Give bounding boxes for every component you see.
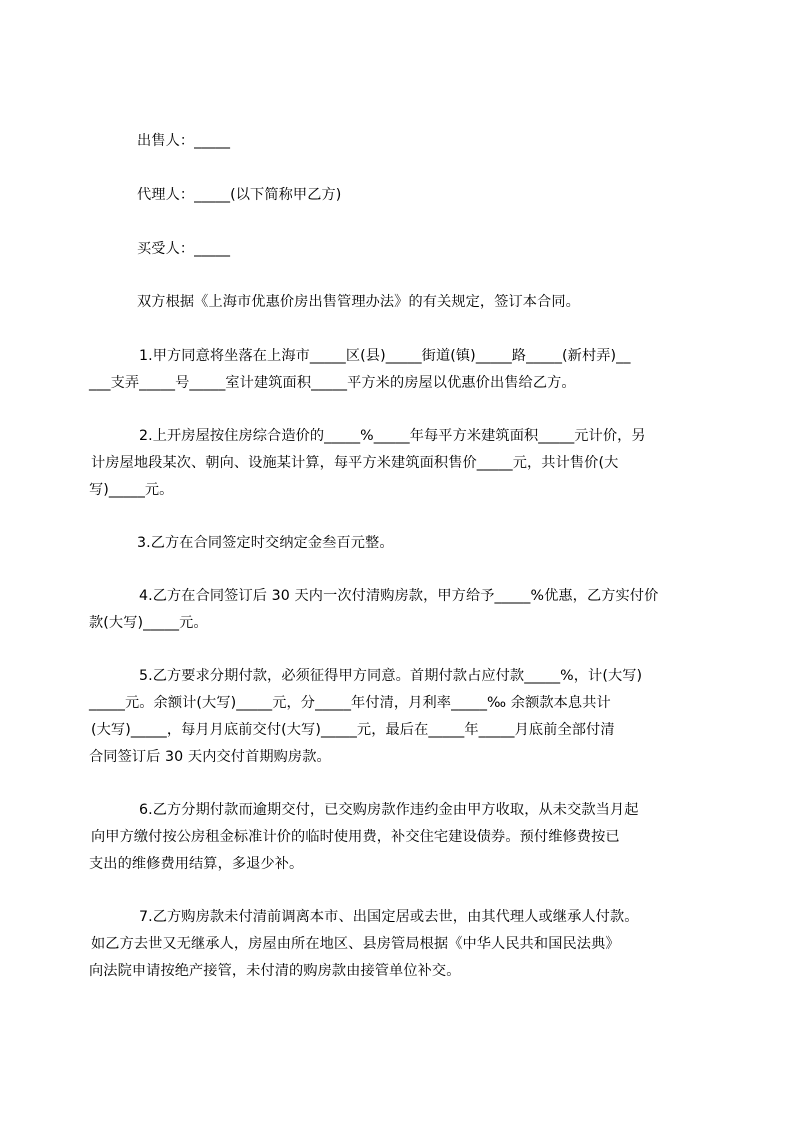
intro-paragraph: 双方根据《上海市优惠价房出售管理办法》的有关规定，签订本合同。	[137, 294, 580, 310]
buyer-line: 买受人：_____	[137, 241, 231, 257]
clause-4-line-2: 款(大写)_____元。	[89, 615, 208, 631]
clause-5-line-2: _____元。余额计(大写)_____元，分_____年付清，月利率_____‰ 余额款本息共计	[89, 695, 611, 711]
clause-6-line-2: 向甲方缴付按公房租金标准计价的临时使用费，补交住宅建设债券。预付维修费按已	[91, 829, 620, 845]
agent-line: 代理人：_____(以下简称甲乙方)	[137, 187, 342, 203]
clause-4-line-1: 4.乙方在合同签订后 30 天内一次付清购房款，甲方给予_____%优惠，乙方实付价	[139, 588, 659, 604]
clause-1-line-2: ___支弄_____号_____室计建筑面积_____平方米的房屋以优惠价出售给乙方。	[89, 375, 576, 391]
clause-7-line-3: 向法院申请按绝产接管，未付清的购房款由接管单位补交。	[89, 963, 461, 979]
clause-7-line-1: 7.乙方购房款未付清前调离本市、出国定居或去世，由其代理人或继承人付款。	[139, 909, 639, 925]
clause-5-line-4: 合同签订后 30 天内交付首期购房款。	[89, 749, 331, 765]
clause-2-line-3: 写)_____元。	[89, 482, 174, 498]
clause-2-line-1: 2.上开房屋按住房综合造价的_____%_____年每平方米建筑面积_____元计价，另	[139, 428, 646, 444]
clause-6-line-1: 6.乙方分期付款而逾期交付，已交购房款作违约金由甲方收取，从未交款当月起	[139, 802, 639, 818]
clause-5-line-3: (大写)_____，每月月底前交付(大写)_____元，最后在_____年_____月底前全部付清	[91, 722, 615, 738]
clause-7-line-2: 如乙方去世又无继承人，房屋由所在地区、县房管局根据《中华人民共和国民法典》	[91, 936, 620, 952]
clause-1-line-1: 1.甲方同意将坐落在上海市_____区(县)_____街道(镇)_____路_____(新村弄)__	[139, 348, 631, 364]
clause-5-line-1: 5.乙方要求分期付款，必须征得甲方同意。首期付款占应付款_____%，计(大写)	[139, 668, 643, 684]
seller-line: 出售人：_____	[137, 133, 231, 149]
clause-3-line-1: 3.乙方在合同签定时交纳定金叁百元整。	[137, 535, 394, 551]
clause-6-line-3: 支出的维修费用结算，多退少补。	[89, 856, 304, 872]
clause-2-line-2: 计房屋地段某次、朝向、设施某计算，每平方米建筑面积售价_____元，共计售价(大	[91, 455, 619, 471]
